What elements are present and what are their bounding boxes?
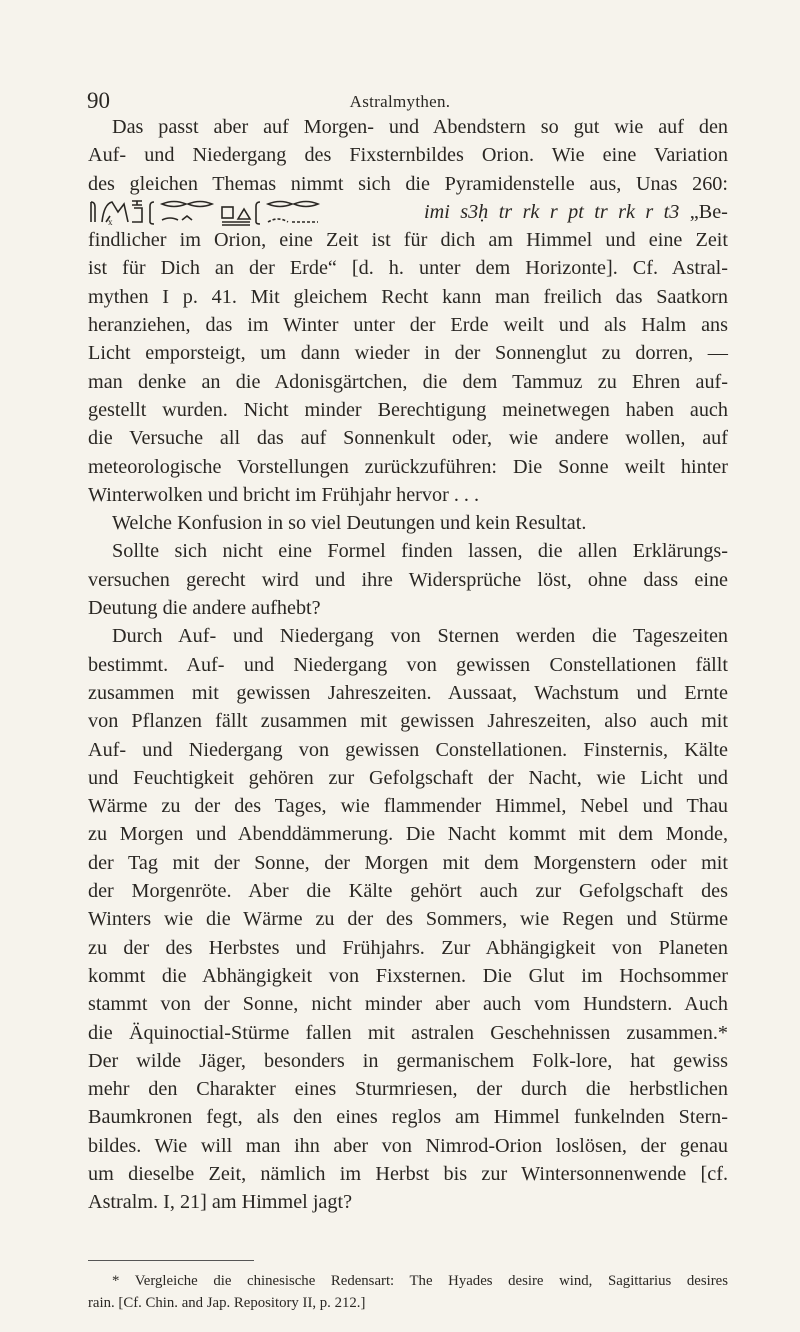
text-line: findlicher im Orion, eine Zeit ist für dich am Himmel und eine Zeit: [88, 229, 728, 252]
translit-word: s3ḥ: [460, 200, 489, 223]
footnote-line: * Vergleiche die chinesische Redensart: The Hyades desire wind, Sagittarius desires: [112, 1273, 728, 1289]
translit-word: rk: [618, 200, 635, 223]
text-line: zu der des Herbstes und Frühjahrs. Zur Abhängigkeit von Planeten: [88, 936, 728, 959]
translit-word: r: [645, 200, 654, 223]
text-line: der Morgenröte. Aber die Kälte gehört auch zur Gefolgschaft des: [88, 880, 728, 903]
text-line: Winters wie die Wärme zu der des Sommers, wie Regen und Stürme: [88, 908, 728, 931]
text-line: man denke an die Adonisgärtchen, die dem Tammuz zu Ehren auf-: [88, 370, 728, 393]
text-line: Winterwolken und bricht im Frühjahr hervor . . .: [88, 483, 480, 506]
translit-word: t3: [663, 200, 680, 223]
svg-text:x: x: [108, 217, 113, 227]
translit-word: rk: [522, 200, 540, 223]
footnote: [88, 1270, 728, 1314]
page-number: 90: [87, 88, 110, 113]
body-text: [88, 113, 728, 1217]
text-line: Durch Auf- und Niedergang von Sternen werden die Tageszeiten: [112, 625, 728, 648]
translation-start: „Be-: [689, 200, 728, 223]
text-line: Astralm. I, 21] am Himmel jagt?: [88, 1191, 353, 1214]
text-line: Deutung die andere aufhebt?: [88, 597, 321, 620]
text-line: mythen I p. 41. Mit gleichem Recht kann man freilich das Saatkorn: [88, 285, 728, 308]
text-line: zusammen mit gewissen Jahreszeiten. Aussaat, Wachstum und Ernte: [88, 681, 728, 704]
text-line: gestellt wurden. Nicht minder Berechtigung meinetwegen haben auch: [88, 398, 728, 421]
text-line: Licht emporsteigt, um dann wieder in der Sonnenglut zu dorren, —: [88, 342, 728, 365]
text-line: bildes. Wie will man ihn aber von Nimrod-Orion loslösen, der genau: [88, 1134, 728, 1157]
text-line: Welche Konfusion in so viel Deutungen und kein Resultat.: [112, 512, 587, 535]
text-line: Das passt aber auf Morgen- und Abendstern so gut wie auf den: [112, 116, 728, 138]
translit-word: pt: [568, 200, 584, 223]
text-line: der Tag mit der Sonne, der Morgen mit dem Morgenstern oder mit: [88, 851, 728, 874]
hieroglyph-line: [88, 198, 728, 226]
text-line: kommt die Abhängigkeit von Fixsternen. Die Glut im Hochsommer: [88, 964, 728, 987]
text-line: Der wilde Jäger, besonders in germanischem Folk-lore, hat gewiss: [88, 1049, 728, 1072]
text-line: die Versuche all das auf Sonnenkult oder, wie andere wollen, auf: [88, 427, 728, 450]
text-line: Wärme zu der des Tages, wie flammender Himmel, Nebel und Thau: [88, 795, 728, 818]
translit-word: r: [549, 200, 558, 223]
text-line: Sollte sich nicht eine Formel finden lassen, die allen Erklärungs-: [112, 540, 728, 563]
text-line: heranziehen, das im Winter unter der Erde weilt und als Halm ans: [88, 314, 728, 337]
translit-word: tr: [498, 200, 513, 223]
running-head: Astralmythen.: [349, 92, 451, 111]
text-line: um dieselbe Zeit, nämlich im Herbst bis zur Wintersonnenwende [cf.: [88, 1162, 728, 1185]
text-line: Auf- und Niedergang des Fixsternbildes Orion. Wie eine Variation: [88, 144, 728, 167]
hieroglyph-inscription-image: [88, 198, 414, 226]
translit-word: tr: [594, 200, 608, 223]
text-line: zu Morgen und Abenddämmerung. Die Nacht kommt mit dem Monde,: [88, 823, 728, 846]
text-line: mehr den Charakter eines Sturmriesen, der durch die herbstlichen: [88, 1078, 728, 1101]
text-line: von Pflanzen fällt zusammen mit gewissen Jahreszeiten, also auch mit: [88, 710, 728, 733]
transliteration: [424, 198, 728, 226]
text-line: stammt von der Sonne, nicht minder aber auch vom Hundstern. Auch: [88, 993, 728, 1016]
text-line: ist für Dich an der Erde“ [d. h. unter dem Horizonte]. Cf. Astral-: [88, 257, 728, 280]
text-line: die Äquinoctial-Stürme fallen mit astralen Geschehnissen zusammen.*: [88, 1021, 728, 1044]
text-line: Baumkronen fegt, als den eines reglos am Himmel funkelnden Stern-: [88, 1106, 728, 1129]
text-line: Auf- und Niedergang von gewissen Constellationen. Finsternis, Kälte: [88, 738, 728, 761]
footnote-divider: [88, 1260, 254, 1261]
text-line: versuchen gerecht wird und ihre Widersprüche löst, ohne dass eine: [88, 568, 728, 591]
footnote-line: rain. [Cf. Chin. and Jap. Repository II, p. 212.]: [88, 1295, 366, 1311]
text-line: und Feuchtigkeit gehören zur Gefolgschaft der Nacht, wie Licht und: [88, 766, 728, 789]
text-line: meteorologische Vorstellungen zurückzuführen: Die Sonne weilt hinter: [88, 455, 728, 478]
text-line: des gleichen Themas nimmt sich die Pyramidenstelle aus, Unas 260:: [88, 172, 728, 195]
translit-word: imi: [424, 200, 450, 223]
text-line: bestimmt. Auf- und Niedergang von gewissen Constellationen fällt: [88, 653, 728, 676]
